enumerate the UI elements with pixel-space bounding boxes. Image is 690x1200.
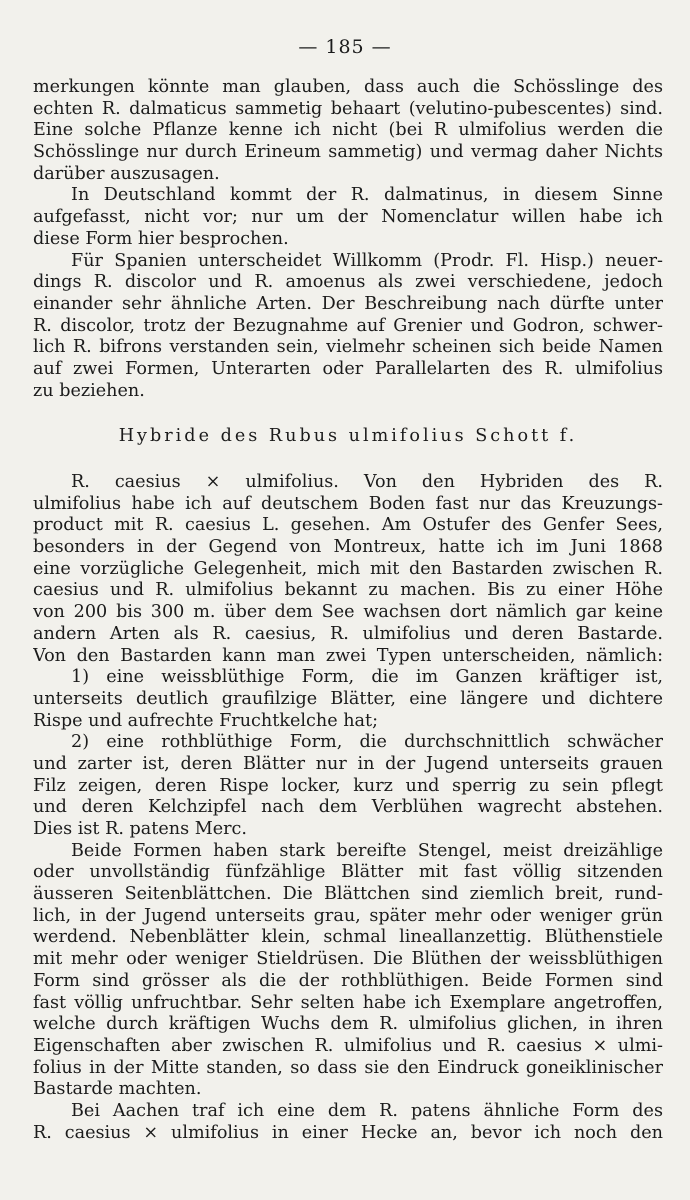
text-line: Rispe und aufrechte Fruchtkelche hat;: [33, 710, 379, 731]
text-line: caesius und R. ulmifolius bekannt zu machen. Bis zu einer Höhe: [33, 580, 663, 601]
text-line: lich R. bifrons verstanden sein, vielmehr scheinen sich beide Namen: [33, 337, 663, 358]
text-line: Schösslinge nur durch Erineum sammetig) und vermag daher Nichts: [33, 142, 663, 163]
text-line: unterseits deutlich graufilzige Blätter, eine längere und dichtere: [33, 688, 663, 709]
page-number: — 185 —: [298, 36, 392, 58]
text-line: ulmifolius habe ich auf deutschem Boden fast nur das Kreuzungs-: [33, 493, 663, 514]
text-line: besonders in der Gegend von Montreux, hatte ich im Juni 1868: [33, 537, 663, 558]
text-line: fast völlig unfruchtbar. Sehr selten habe ich Exemplare angetroffen,: [33, 992, 663, 1013]
text-line: auf zwei Formen, Unterarten oder Parallelarten des R. ulmifolius: [33, 358, 663, 379]
text-line: 2) eine rothblüthige Form, die durchschnittlich schwächer: [71, 732, 663, 753]
text-line: Form sind grösser als die der rothblüthigen. Beide Formen sind: [33, 970, 663, 991]
text-line: Beide Formen haben stark bereifte Stengel, meist dreizählige: [71, 840, 663, 861]
text-line: aufgefasst, nicht vor; nur um der Nomenclatur willen habe ich: [33, 207, 663, 228]
text-line: oder unvollständig fünfzählige Blätter mit fast völlig sitzenden: [33, 862, 663, 883]
text-line: Für Spanien unterscheidet Willkomm (Prodr. Fl. Hisp.) neuer-: [71, 250, 663, 271]
text-line: R. caesius × ulmifolius in einer Hecke an, bevor ich noch den: [33, 1122, 663, 1143]
text-line: echten R. dalmaticus sammetig behaart (velutino-pubescentes) sind.: [33, 98, 663, 119]
text-line: lich, in der Jugend unterseits grau, später mehr oder weniger grün: [33, 905, 663, 926]
text-line: Bei Aachen traf ich eine dem R. patens ähnliche Form des: [71, 1100, 663, 1121]
text-line: und deren Kelchzipfel nach dem Verblühen wagrecht abstehen.: [33, 797, 663, 818]
text-line: R. caesius × ulmifolius. Von den Hybriden des R.: [71, 472, 663, 492]
text-line: darüber auszusagen.: [33, 163, 220, 184]
text-line: welche durch kräftigen Wuchs dem R. ulmifolius glichen, in ihren: [33, 1014, 663, 1035]
body-text: [33, 77, 663, 1144]
text-line: zu beziehen.: [33, 380, 145, 401]
text-line: R. discolor, trotz der Bezugnahme auf Grenier und Godron, schwer-: [33, 315, 663, 336]
text-line: diese Form hier besprochen.: [33, 228, 289, 249]
text-line: In Deutschland kommt der R. dalmatinus, in diesem Sinne: [71, 185, 663, 206]
text-line: Bastarde machten.: [33, 1079, 202, 1100]
text-line: werdend. Nebenblätter klein, schmal lineallanzettig. Blüthenstiele: [33, 927, 663, 948]
text-line: von 200 bis 300 m. über dem See wachsen dort nämlich gar keine: [33, 602, 663, 623]
text-line: product mit R. caesius L. gesehen. Am Ostufer des Genfer Sees,: [33, 515, 663, 536]
text-line: einander sehr ähnliche Arten. Der Beschreibung nach dürfte unter: [33, 293, 663, 314]
text-line: andern Arten als R. caesius, R. ulmifolius und deren Bastarde.: [33, 623, 663, 644]
text-line: 1) eine weissblüthige Form, die im Ganzen kräftiger ist,: [71, 667, 663, 688]
text-line: äusseren Seitenblättchen. Die Blättchen sind ziemlich breit, rund-: [33, 884, 663, 905]
text-line: Filz zeigen, deren Rispe locker, kurz und sperrig zu sein pflegt: [33, 775, 663, 796]
text-line: dings R. discolor und R. amoenus als zwei verschiedene, jedoch: [33, 272, 663, 293]
text-line: Von den Bastarden kann man zwei Typen unterscheiden, nämlich:: [33, 645, 663, 666]
text-line: und zarter ist, deren Blätter nur in der Jugend unterseits grauen: [33, 753, 663, 774]
section-heading: Hybride des Rubus ulmifolius Schott f.: [118, 426, 578, 447]
text-line: merkungen könnte man glauben, dass auch die Schösslinge des: [33, 77, 663, 97]
text-line: eine vorzügliche Gelegenheit, mich mit den Bastarden zwischen R.: [33, 558, 663, 579]
text-line: mit mehr oder weniger Stieldrüsen. Die Blüthen der weissblüthigen: [33, 949, 663, 970]
text-line: Eigenschaften aber zwischen R. ulmifolius und R. caesius × ulmi-: [33, 1035, 663, 1056]
text-line: Dies ist R. patens Merc.: [33, 819, 247, 839]
text-line: Eine solche Pflanze kenne ich nicht (bei R ulmifolius werden die: [33, 120, 663, 141]
text-line: folius in der Mitte standen, so dass sie den Eindruck goneiklinischer: [33, 1057, 663, 1078]
